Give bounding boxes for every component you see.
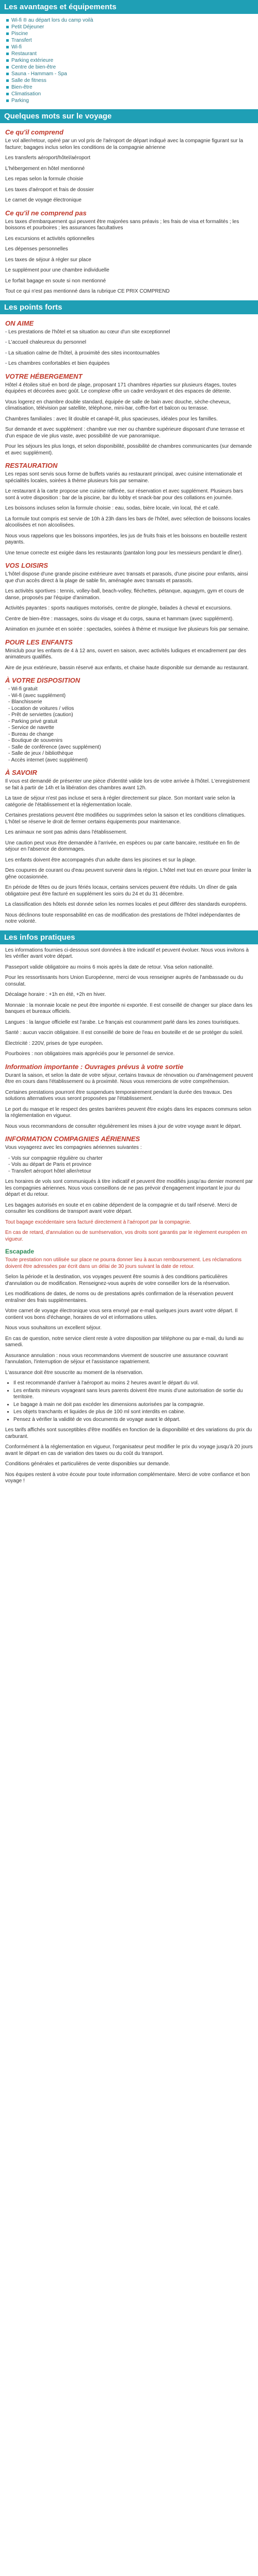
- avantage-item: Restaurant: [6, 50, 258, 57]
- avantage-item: Wi-fi ® au départ lors du camp voilà: [6, 17, 258, 24]
- text: Tout ce qui n'est pas mentionné dans la rubrique CE PRIX COMPREND: [5, 289, 170, 294]
- text: Des coupures de courant ou d'eau peuvent survenir dans la région. L'hôtel met tout en œuvre pour limiter la gêne occasionnée.: [5, 868, 251, 880]
- list-item: - Vols sur compagnie régulière ou charter: [8, 1156, 253, 1162]
- list-item: - Service de navette: [8, 725, 253, 732]
- avantage-item: Centre de bien-être: [6, 64, 258, 71]
- ce-qui-comprend-heading: Ce qu'il comprend: [5, 128, 63, 136]
- bullet-icon: [6, 93, 9, 95]
- text: Décalage horaire : +1h en été, +2h en hiver.: [5, 992, 106, 997]
- text: Le supplément pour une chambre individuelle: [5, 267, 109, 273]
- bullet-icon: [6, 66, 9, 69]
- ce-qui-ne-comprend-heading: Ce qu'il ne comprend pas: [5, 209, 87, 217]
- pratiques-title: Les infos pratiques: [0, 930, 258, 944]
- avantage-item: Wi-fi: [6, 44, 258, 50]
- text: Le vol aller/retour, opéré par un vol pris de l'aéroport de départ indiqué avec la compagnie figurant sur la facture; bagages inclus selon les conditions de la compagnie aérienne: [5, 138, 244, 150]
- text: Aire de jeux extérieure, bassin réservé aux enfants, et chaise haute disponible sur demande au restaurant.: [5, 665, 249, 671]
- list-item: - Salle de conférence (avec supplément): [8, 744, 253, 751]
- text: Les activités sportives : tennis, volley-ball, beach-volley, fléchettes, pétanque, aquagym, gym et cours de danse, proposés par l'équipe d'animation.: [5, 588, 244, 601]
- text: Vous logerez en chambre double standard, équipée de salle de bain avec douche, sèche-cheveux, climatisation, télévision par satellite, téléphone, mini-bar, coffre-fort et balcon ou terrasse.: [5, 399, 231, 411]
- savoir-heading: À SAVOIR: [5, 769, 37, 776]
- text: Certaines prestations peuvent être modifiées ou supprimées selon la saison et les conditions climatiques. L'hôtel se réserve le droit de fermer certains équipements pour maintenance.: [5, 812, 246, 825]
- avantage-item: Climatisation: [6, 91, 258, 97]
- text: Une tenue correcte est exigée dans les restaurants (pantalon long pour les messieurs pendant le dîner).: [5, 550, 243, 556]
- escapade-heading: Escapade: [5, 1248, 35, 1255]
- text: Le port du masque et le respect des gestes barrières peuvent être exigés dans les espaces communs selon la réglementation en vigueur.: [5, 1106, 251, 1118]
- bullet-icon: [6, 46, 9, 48]
- text: Les horaires de vols sont communiqués à titre indicatif et peuvent être modifiés jusqu'au dernier moment par les compagnies aériennes. Nous vous conseillons de ne pas prévoir d'engagement important le jour du départ et du retour.: [5, 1179, 253, 1197]
- text: Les modifications de dates, de noms ou de prestations après confirmation de la réservation peuvent entraîner des frais supplémentaires.: [5, 1291, 233, 1303]
- points-forts-title: Les points forts: [0, 300, 258, 314]
- bullet-icon: [6, 53, 9, 55]
- text: La classification des hôtels est donnée selon les normes locales et peut différer des standards européens.: [5, 902, 247, 907]
- bullet-icon: [6, 26, 9, 28]
- text: Électricité : 220V, prises de type européen.: [5, 1040, 103, 1046]
- text: Les enfants doivent être accompagnés d'un adulte dans les piscines et sur la plage.: [5, 857, 197, 863]
- text: Le carnet de voyage électronique: [5, 197, 82, 203]
- important-heading: Information importante : Ouvrages prévus à votre sortie: [5, 1062, 184, 1071]
- text: Pour les séjours les plus longs, et selon disponibilité, possibilité de chambres communicantes (sur demande et avec supplément).: [5, 444, 252, 456]
- bullet-icon: [6, 86, 9, 89]
- text: Le restaurant à la carte propose une cuisine raffinée, sur réservation et avec supplément. Plusieurs bars sont à votre disposition : bar de la piscine, bar du lobby et snack-bar pour des collations en journée.: [5, 488, 244, 501]
- bullet-icon: [6, 79, 9, 82]
- text: Les boissons incluses selon la formule choisie : eau, sodas, bière locale, vin local, thé et café.: [5, 505, 220, 511]
- list-item: • Il est recommandé d'arriver à l'aéroport au moins 2 heures avant le départ du vol.: [13, 1380, 252, 1387]
- text: L'hébergement en hôtel mentionné: [5, 165, 85, 172]
- text: Animation en journée et en soirée : spectacles, soirées à thème et musique live plusieurs fois par semaine.: [5, 626, 250, 632]
- text: Tout bagage excédentaire sera facturé directement à l'aéroport par la compagnie.: [5, 1219, 191, 1225]
- list-item: - Bureau de change: [8, 732, 253, 738]
- text: - La situation calme de l'hôtel, à proximité des sites incontournables: [5, 350, 160, 356]
- text: Passeport valide obligatoire au moins 6 mois après la date de retour. Visa selon nationalité.: [5, 964, 214, 970]
- bullet-icon: [6, 39, 9, 42]
- escape-list: [0, 1380, 258, 1423]
- bullet-icon: [6, 99, 9, 102]
- list-item: - Accès internet (avec supplément): [8, 757, 253, 764]
- text: Conditions générales et particulières de vente disponibles sur demande.: [5, 1461, 170, 1467]
- text: Les repas sont servis sous forme de buffets variés au restaurant principal, avec cuisine internationale et spécialités locales, soirées à thème plusieurs fois par semaine.: [5, 471, 242, 484]
- list-item: - Wi-fi (avec supplément): [8, 693, 253, 700]
- list-item: - Blanchisserie: [8, 699, 253, 706]
- text: Votre carnet de voyage électronique vous sera envoyé par e-mail quelques jours avant votre départ. Il contient vos bons d'échange, horaires de vol et informations utiles.: [5, 1308, 238, 1320]
- text: Les animaux ne sont pas admis dans l'établissement.: [5, 829, 127, 835]
- text: Miniclub pour les enfants de 4 à 12 ans, ouvert en saison, avec activités ludiques et encadrement par des animateurs qualifiés.: [5, 648, 246, 660]
- list-item: • Pensez à vérifier la validité de vos documents de voyage avant le départ.: [13, 1417, 252, 1423]
- text: Centre de bien-être : massages, soins du visage et du corps, sauna et hammam (avec supplément).: [5, 616, 234, 622]
- text: La taxe de séjour n'est pas incluse et sera à régler directement sur place. Son montant varie selon la catégorie de l'établissement et la réglementation locale.: [5, 795, 235, 808]
- text: Chambres familiales : avec lit double et canapé-lit, plus spacieuses, idéales pour les familles.: [5, 416, 218, 422]
- avantage-item: Parking: [6, 97, 258, 104]
- avantages-title: Les avantages et équipements: [0, 0, 258, 14]
- avantage-item: Petit Déjeuner: [6, 24, 258, 30]
- list-item: • Les objets tranchants et liquides de plus de 100 ml sont interdits en cabine.: [13, 1409, 252, 1416]
- text: Langues : la langue officielle est l'arabe. Le français est couramment parlé dans les zones touristiques.: [5, 1019, 240, 1025]
- text: Activités payantes : sports nautiques motorisés, centre de plongée, balades à cheval et excursions.: [5, 605, 232, 611]
- text: Hôtel 4 étoiles situé en bord de plage, proposant 171 chambres réparties sur plusieurs étages, toutes équipées et décorées avec goût. Le complexe offre un cadre verdoyant et des espaces de détente.: [5, 382, 237, 394]
- text: Conformément à la réglementation en vigueur, l'organisateur peut modifier le prix du voyage jusqu'à 20 jours avant le départ en cas de variation des taxes ou du coût du transport.: [5, 1444, 253, 1456]
- list-item: - Transfert aéroport hôtel aller/retour: [8, 1168, 253, 1175]
- enfants-heading: POUR LES ENFANTS: [5, 638, 73, 646]
- text: Sur demande et avec supplément : chambre vue mer ou chambre supérieure disposant d'une terrasse et d'un espace de vie plus vaste, avec possibilité de vue panoramique.: [5, 427, 245, 439]
- list-item: - Salle de jeux / bibliothèque: [8, 751, 253, 757]
- text: Les repas selon la formule choisie: [5, 176, 84, 182]
- text: Pourboires : non obligatoires mais appréciés pour le personnel de service.: [5, 1051, 175, 1057]
- text: Assurance annulation : nous vous recommandons vivement de souscrire une assurance couvrant l'annulation, l'interruption de séjour et l'assistance rapatriement.: [5, 1352, 228, 1365]
- text: Il vous est demandé de présenter une pièce d'identité valide lors de votre arrivée à l'hôtel. L'enregistrement se fait à partir de 14h et la libération des chambres avant 12h.: [5, 778, 250, 791]
- text: Nous déclinons toute responsabilité en cas de modification des prestations de l'hôtel indépendantes de notre volonté.: [5, 912, 240, 924]
- text: L'hôtel dispose d'une grande piscine extérieure avec transats et parasols, d'une piscine pour enfants, ainsi que d'un accès direct à la plage de sable fin, aménagée avec transats et parasols.: [5, 571, 248, 584]
- text: Nos équipes restent à votre écoute pour toute information complémentaire. Merci de votre confiance et bon voyage !: [5, 1471, 250, 1484]
- disposition-heading: À VOTRE DISPOSITION: [5, 676, 80, 684]
- text: Les taxes d'aéroport et frais de dossier: [5, 187, 94, 193]
- text: L'assurance doit être souscrite au moment de la réservation.: [5, 1369, 143, 1376]
- text: Santé : aucun vaccin obligatoire. Il est conseillé de boire de l'eau en bouteille et de se protéger du soleil.: [5, 1030, 244, 1036]
- text: Les taxes d'embarquement qui peuvent être majorées sans préavis ; les frais de visa et formalités ; les boissons et pourboires ; les assurances facultatives: [5, 218, 239, 231]
- text: Nous vous recommandons de consulter régulièrement les mises à jour de votre voyage avant le départ.: [5, 1123, 242, 1129]
- list-item: • Les enfants mineurs voyageant sans leurs parents doivent être munis d'une autorisation de sortie du territoire.: [13, 1388, 252, 1401]
- list-item: - Parking privé gratuit: [8, 719, 253, 725]
- list-item: - Wi-fi gratuit: [8, 686, 253, 693]
- text: Toute prestation non utilisée sur place ne pourra donner lieu à aucun remboursement. Les réclamations doivent être adressées par écrit dans un délai de 30 jours suivant la date de retour.: [5, 1257, 242, 1269]
- avantages-list: [0, 17, 258, 104]
- avantage-item: Transfert: [6, 37, 258, 44]
- text: - Les chambres confortables et bien équipées: [5, 361, 110, 366]
- hebergement-heading: VOTRE HÉBERGEMENT: [5, 372, 83, 380]
- text: Durant la saison, et selon la date de votre séjour, certains travaux de rénovation ou d'aménagement peuvent être en cours dans l'établissement ou à proximité. Nous vous remercions de votre compréhension.: [5, 1072, 253, 1084]
- text: En cas de retard, d'annulation ou de surréservation, vos droits sont garantis par le règlement européen en vigueur.: [5, 1230, 247, 1242]
- text: Les tarifs affichés sont susceptibles d'être modifiés en fonction de la disponibilité et des variations du prix du carburant.: [5, 1427, 252, 1439]
- text: En cas de question, notre service client reste à votre disposition par téléphone ou par e-mail, du lundi au samedi.: [5, 1335, 244, 1348]
- bullet-icon: [6, 73, 9, 75]
- compagnies-list: [0, 1156, 258, 1175]
- text: Les bagages autorisés en soute et en cabine dépendent de la compagnie et du tarif réservé. Merci de consulter les conditions de transport avant votre départ.: [5, 1202, 237, 1214]
- restauration-heading: RESTAURATION: [5, 462, 58, 469]
- text: Les excursions et activités optionnelles: [5, 235, 94, 242]
- text: Pour les ressortissants hors Union Européenne, merci de vous renseigner auprès de l'ambassade ou du consulat.: [5, 975, 244, 987]
- avantage-item: Piscine: [6, 30, 258, 37]
- disposition-list: [0, 686, 258, 764]
- avantage-item: Salle de fitness: [6, 77, 258, 84]
- avantage-item: Sauna - Hammam - Spa: [6, 71, 258, 77]
- text: Monnaie : la monnaie locale ne peut être importée ni exportée. Il est conseillé de changer sur place dans les banques et bureaux officiels.: [5, 1002, 253, 1014]
- text: - Les prestations de l'hôtel et sa situation au cœur d'un site exceptionnel: [5, 329, 170, 335]
- text: Nous vous souhaitons un excellent séjour.: [5, 1325, 102, 1331]
- list-item: - Boutique de souvenirs: [8, 738, 253, 744]
- list-item: - Prêt de serviettes (caution): [8, 712, 253, 719]
- compagnies-heading: INFORMATION COMPAGNIES AÉRIENNES: [5, 1135, 140, 1143]
- loisirs-heading: VOS LOISIRS: [5, 562, 49, 569]
- list-item: - Vols au départ de Paris et province: [8, 1162, 253, 1168]
- text: Les transferts aéroport/hôtel/aéroport: [5, 155, 91, 161]
- list-item: - Location de voitures / vélos: [8, 706, 253, 713]
- text: Vous voyagerez avec les compagnies aériennes suivantes :: [5, 1145, 142, 1150]
- text: Les informations fournies ci-dessous sont données à titre indicatif et peuvent évoluer. Nous vous invitons à les vérifier avant votre départ.: [5, 947, 249, 959]
- text: Certaines prestations pourront être suspendues temporairement pendant la durée des travaux. Des solutions alternatives vous seront proposées par l'établissement.: [5, 1089, 232, 1101]
- questions-title: Quelques mots sur le voyage: [0, 109, 258, 123]
- text: - L'accueil chaleureux du personnel: [5, 340, 87, 345]
- text: Les dépenses personnelles: [5, 246, 68, 252]
- text: Selon la période et la destination, vos voyages peuvent être soumis à des conditions particulières d'annulation ou de modification. Renseignez-vous auprès de votre conseiller lors de la réservation.: [5, 1274, 231, 1286]
- bullet-icon: [6, 32, 9, 35]
- text: Une caution peut vous être demandée à l'arrivée, en espèces ou par carte bancaire, restituée en fin de séjour en l'absence de dommages.: [5, 840, 240, 852]
- text: La formule tout compris est servie de 10h à 23h dans les bars de l'hôtel, avec sélection de boissons locales alcoolisées et non alcoolisées.: [5, 516, 250, 528]
- text: En période de fêtes ou de jours fériés locaux, certains services peuvent être réduits. Un dîner de gala obligatoire peut être facturé en supplément les soirs du 24 et du 31 décembre.: [5, 885, 237, 897]
- list-item: • Le bagage à main ne doit pas excéder les dimensions autorisées par la compagnie.: [13, 1402, 252, 1409]
- bullet-icon: [6, 59, 9, 62]
- avantage-item: Parking extérieure: [6, 57, 258, 64]
- text: Le forfait bagage en soute si non mentionné: [5, 278, 106, 284]
- on-aime-heading: ON AIME: [5, 319, 34, 327]
- bullet-icon: [6, 19, 9, 22]
- avantage-item: Bien-être: [6, 84, 258, 91]
- text: Les taxes de séjour à régler sur place: [5, 257, 91, 263]
- text: Nous vous rappelons que les boissons importées, les jus de fruits frais et les boissons en bouteille restent payants.: [5, 533, 247, 545]
